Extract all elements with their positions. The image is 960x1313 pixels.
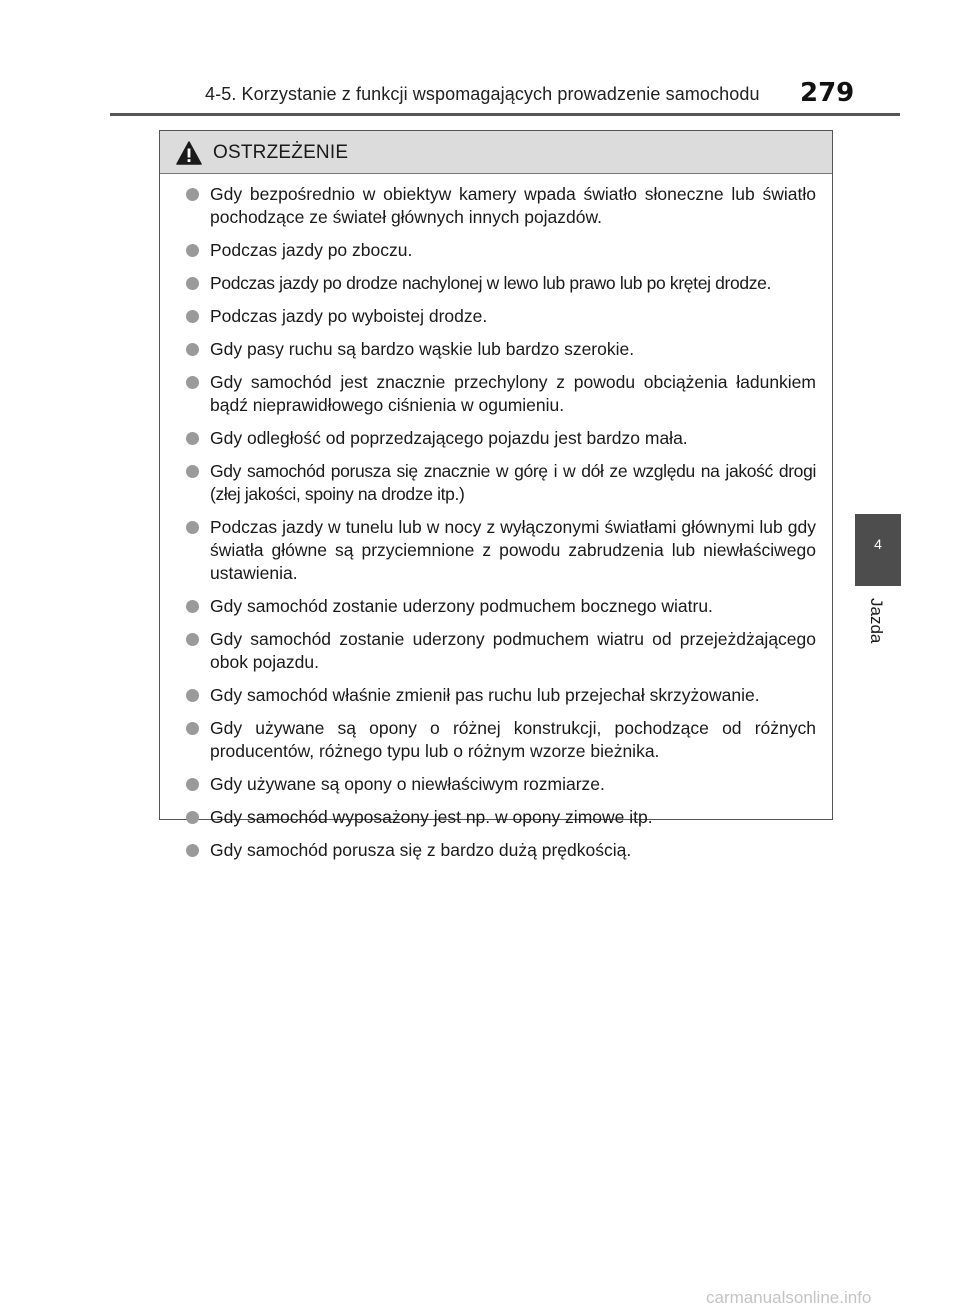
bullet-icon bbox=[186, 343, 199, 356]
warning-item-text: Gdy samochód wyposażony jest np. w opony zimowe itp. bbox=[210, 807, 653, 827]
bullet-icon bbox=[186, 465, 199, 478]
warning-item bbox=[160, 338, 832, 361]
warning-item bbox=[160, 183, 832, 229]
header-divider bbox=[110, 113, 900, 116]
warning-item bbox=[160, 628, 832, 674]
bullet-icon bbox=[186, 689, 199, 702]
bullet-icon bbox=[186, 722, 199, 735]
warning-item-text: Podczas jazdy po wyboistej drodze. bbox=[210, 306, 488, 326]
warning-item-text: Gdy samochód porusza się znacznie w górę i w dół ze względu na jakość drogi (złej jakości, spoiny na drodze itp.) bbox=[210, 461, 816, 504]
warning-item bbox=[160, 806, 832, 829]
chapter-label: Jazda bbox=[867, 598, 886, 644]
warning-item-text: Podczas jazdy po zboczu. bbox=[210, 240, 413, 260]
page-number: 279 bbox=[800, 78, 855, 108]
warning-item-text: Gdy używane są opony o różnej konstrukcji, pochodzące od różnych producentów, różnego typu lub o różnym wzorze bieżnika. bbox=[210, 718, 816, 761]
bullet-icon bbox=[186, 778, 199, 791]
warning-item-text: Gdy samochód zostanie uderzony podmuchem wiatru od przejeżdżającego obok pojazdu. bbox=[210, 629, 816, 672]
bullet-icon bbox=[186, 521, 199, 534]
warning-item-text: Gdy samochód porusza się z bardzo dużą prędkością. bbox=[210, 840, 632, 860]
watermark: carmanualsonline.info bbox=[706, 1288, 872, 1307]
bullet-icon bbox=[186, 277, 199, 290]
chapter-tab[interactable] bbox=[855, 514, 901, 586]
warning-item-text: Gdy pasy ruchu są bardzo wąskie lub bardzo szerokie. bbox=[210, 339, 635, 359]
warning-item bbox=[160, 516, 832, 585]
warning-item-text: Gdy samochód właśnie zmienił pas ruchu lub przejechał skrzyżowanie. bbox=[210, 685, 760, 705]
bullet-icon bbox=[186, 844, 199, 857]
bullet-icon bbox=[186, 188, 199, 201]
warning-item bbox=[160, 684, 832, 707]
warning-item-text: Gdy samochód zostanie uderzony podmuchem bocznego wiatru. bbox=[210, 596, 713, 616]
bullet-icon bbox=[186, 432, 199, 445]
warning-item bbox=[160, 773, 832, 796]
warning-item bbox=[160, 305, 832, 328]
warning-item bbox=[160, 239, 832, 262]
warning-list bbox=[160, 183, 832, 872]
warning-item bbox=[160, 460, 832, 506]
warning-triangle-icon bbox=[176, 141, 202, 165]
warning-header bbox=[160, 131, 832, 174]
warning-item bbox=[160, 717, 832, 763]
warning-item-text: Gdy bezpośrednio w obiektyw kamery wpada światło słoneczne lub światło pochodzące ze świateł głównych innych pojazdów. bbox=[210, 184, 816, 227]
warning-item-text: Podczas jazdy w tunelu lub w nocy z wyłączonymi światłami głównymi lub gdy światła główne są przyciemnione z powodu zabrudzenia lub niewłaściwego ustawienia. bbox=[210, 517, 816, 583]
warning-item bbox=[160, 272, 832, 295]
bullet-icon bbox=[186, 633, 199, 646]
bullet-icon bbox=[186, 310, 199, 323]
warning-item-text: Gdy samochód jest znacznie przechylony z powodu obciążenia ładunkiem bądź nieprawidłowego ciśnienia w ogumieniu. bbox=[210, 372, 816, 415]
warning-box bbox=[159, 130, 833, 860]
warning-item bbox=[160, 595, 832, 618]
warning-item bbox=[160, 427, 832, 450]
bullet-icon bbox=[186, 600, 199, 613]
bullet-icon bbox=[186, 811, 199, 824]
bullet-icon bbox=[186, 244, 199, 257]
warning-item-text: Gdy odległość od poprzedzającego pojazdu jest bardzo mała. bbox=[210, 428, 688, 448]
chapter-number: 4 bbox=[874, 536, 882, 552]
warning-item bbox=[160, 839, 832, 862]
warning-item-text: Podczas jazdy po drodze nachylonej w lewo lub prawo lub po krętej drodze. bbox=[210, 273, 772, 293]
warning-title: OSTRZEŻENIE bbox=[213, 142, 349, 163]
section-title: 4-5. Korzystanie z funkcji wspomagających prowadzenie samochodu bbox=[205, 84, 760, 104]
warning-item bbox=[160, 371, 832, 417]
bullet-icon bbox=[186, 376, 199, 389]
warning-item-text: Gdy używane są opony o niewłaściwym rozmiarze. bbox=[210, 774, 605, 794]
